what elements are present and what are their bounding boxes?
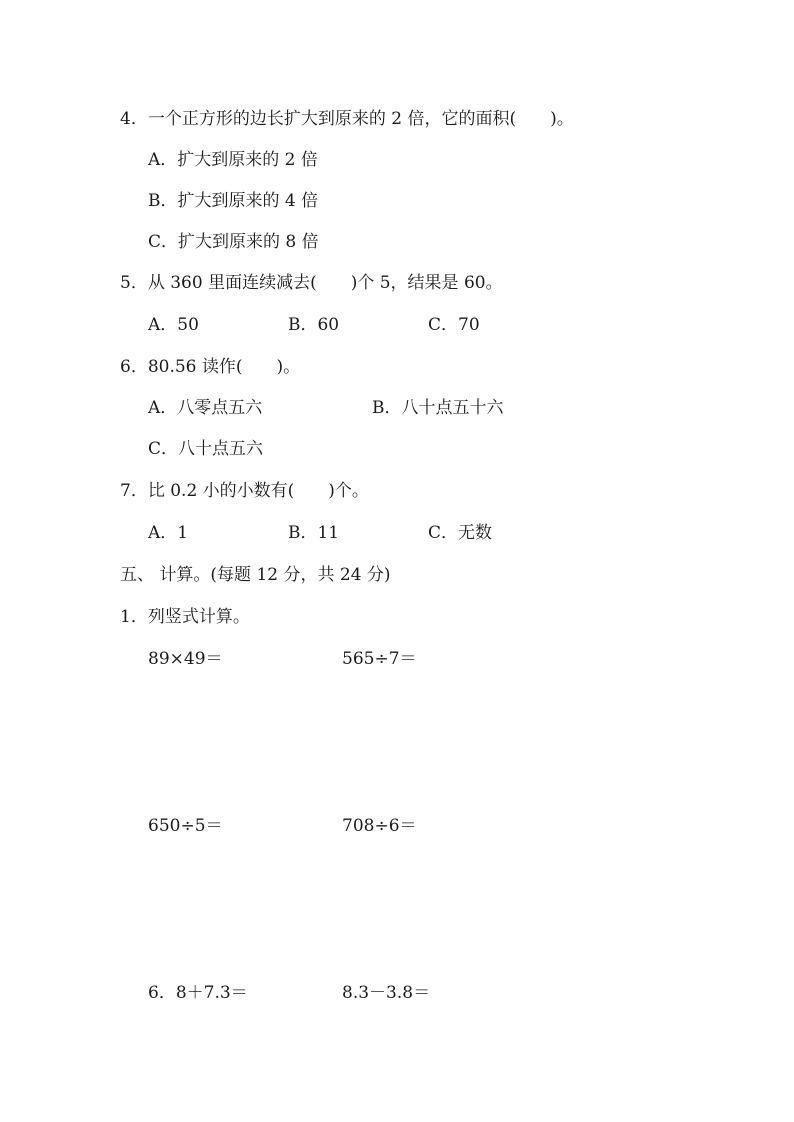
question-4-option-a: A．扩大到原来的 2 倍	[148, 150, 318, 170]
question-6-option-c: C．八十点五六	[148, 439, 264, 459]
question-7-option-a: A．1	[148, 523, 189, 543]
question-5-option-c: C．70	[428, 315, 480, 335]
exercise-3: 650÷5＝	[148, 816, 223, 836]
exercise-6: 8.3－3.8＝	[342, 983, 431, 1003]
question-4-option-b: B．扩大到原来的 4 倍	[148, 191, 319, 211]
exercise-2: 565÷7＝	[342, 649, 417, 669]
exercise-1: 89×49＝	[148, 649, 223, 669]
question-7-stem: 7．比 0.2 小的小数有( )个。	[120, 481, 369, 501]
exercise-5: 6．8＋7.3＝	[148, 983, 248, 1003]
question-6-option-a: A．八零点五六	[148, 398, 263, 418]
section-5-heading: 五、 计算。(每题 12 分，共 24 分)	[120, 565, 391, 585]
question-5-option-a: A．50	[148, 315, 199, 335]
question-7-option-c: C．无数	[428, 523, 493, 543]
section-5-subheading: 1．列竖式计算。	[120, 607, 250, 627]
exercise-4: 708÷6＝	[342, 816, 417, 836]
question-4-option-c: C．扩大到原来的 8 倍	[148, 232, 319, 252]
question-6-stem: 6．80.56 读作( )。	[120, 357, 301, 377]
question-4-stem: 4．一个正方形的边长扩大到原来的 2 倍，它的面积( )。	[120, 109, 574, 129]
question-7-option-b: B．11	[288, 523, 340, 543]
question-6-option-b: B．八十点五十六	[372, 398, 504, 418]
question-5-option-b: B．60	[288, 315, 340, 335]
question-5-stem: 5．从 360 里面连续减去( )个 5，结果是 60。	[120, 273, 503, 293]
